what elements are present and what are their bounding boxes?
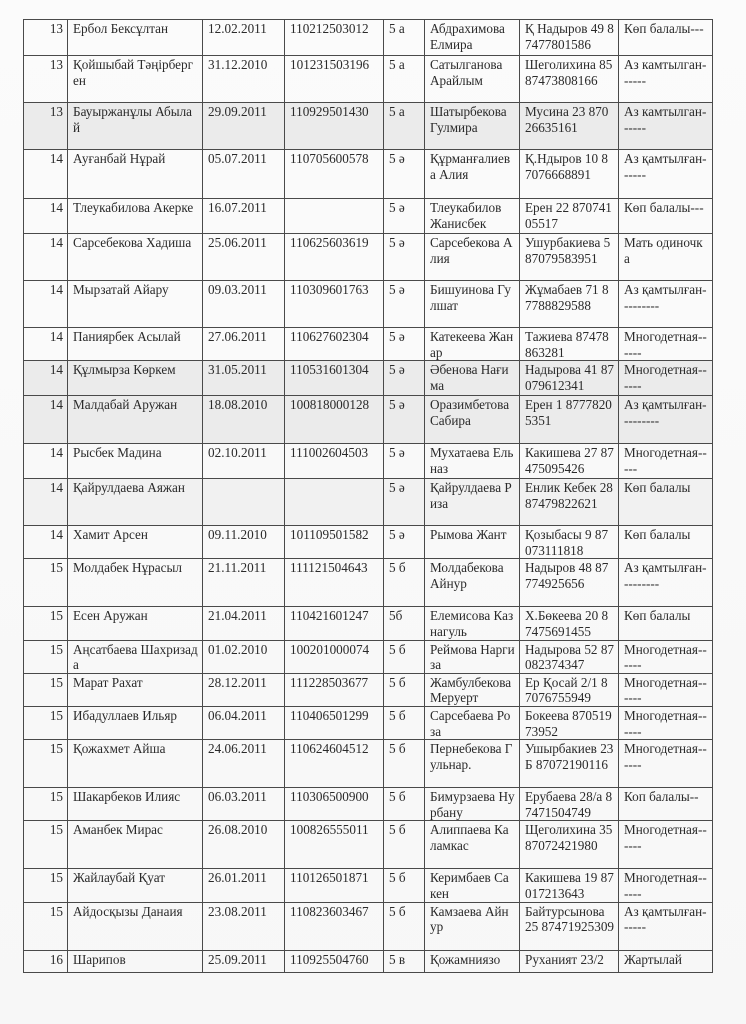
iin-cell [285, 199, 384, 234]
iin-cell: 110625603619 [285, 234, 384, 281]
parent-name-cell: Абдрахимова Елмира [425, 20, 520, 56]
iin-cell: 100818000128 [285, 396, 384, 444]
iin-cell: 101109501582 [285, 526, 384, 559]
iin-cell: 110406501299 [285, 706, 384, 739]
student-name-cell: Мырзатай Айару [68, 281, 203, 328]
student-name-cell: Аңсатбаева Шахризада [68, 640, 203, 673]
class-cell: 5 б [384, 740, 425, 788]
grade-number-cell: 14 [24, 444, 68, 479]
parent-name-cell: Реймова Наргиза [425, 640, 520, 673]
student-roster-table [23, 19, 713, 973]
table-row [24, 706, 713, 739]
family-status-cell: Многодетная------ [619, 328, 713, 361]
table-row [24, 396, 713, 444]
address-phone-cell: Х.Бөкеева 20 87475691455 [520, 607, 619, 640]
address-phone-cell: Какишева 19 87017213643 [520, 869, 619, 902]
parent-name-cell: Әбенова Нағима [425, 361, 520, 396]
family-status-cell: Аз қамтылған--------- [619, 559, 713, 607]
student-name-cell: Қожахмет Айша [68, 740, 203, 788]
address-phone-cell: Надырова 41 87079612341 [520, 361, 619, 396]
student-name-cell: Жайлаубай Қуат [68, 869, 203, 902]
grade-number-cell: 14 [24, 234, 68, 281]
parent-name-cell: Оразимбетова Сабира [425, 396, 520, 444]
iin-cell: 111002604503 [285, 444, 384, 479]
class-cell: 5 б [384, 821, 425, 869]
student-name-cell: Есен Аружан [68, 607, 203, 640]
table-row [24, 788, 713, 821]
address-phone-cell: Қ.Ндыров 10 87076668891 [520, 150, 619, 199]
parent-name-cell: Құрманғалиева Алия [425, 150, 520, 199]
iin-cell: 110705600578 [285, 150, 384, 199]
address-phone-cell: Енлик Кебек 28 87479822621 [520, 479, 619, 526]
birth-date-cell [203, 479, 285, 526]
iin-cell: 110929501430 [285, 103, 384, 150]
grade-number-cell: 15 [24, 559, 68, 607]
class-cell: 5 ә [384, 479, 425, 526]
student-name-cell: Ербол Бексұлтан [68, 20, 203, 56]
parent-name-cell: Мухатаева Ельназ [425, 444, 520, 479]
family-status-cell: Многодетная------ [619, 740, 713, 788]
family-status-cell: Многодетная------ [619, 640, 713, 673]
student-name-cell: Тлеукабилова Акерке [68, 199, 203, 234]
address-phone-cell: Ер Қосай 2/1 87076755949 [520, 673, 619, 706]
iin-cell: 110306500900 [285, 788, 384, 821]
grade-number-cell: 14 [24, 328, 68, 361]
family-status-cell: Көп балалы--- [619, 20, 713, 56]
iin-cell: 110925504760 [285, 950, 384, 972]
family-status-cell: Көп балалы [619, 526, 713, 559]
address-phone-cell: Жұмабаев 71 87788829588 [520, 281, 619, 328]
student-name-cell: Паниярбек Асылай [68, 328, 203, 361]
birth-date-cell: 16.07.2011 [203, 199, 285, 234]
iin-cell: 110627602304 [285, 328, 384, 361]
address-phone-cell: Надыров 48 87774925656 [520, 559, 619, 607]
family-status-cell: Көп балалы [619, 607, 713, 640]
parent-name-cell: Шатырбекова Гулмира [425, 103, 520, 150]
iin-cell: 110624604512 [285, 740, 384, 788]
class-cell: 5 ә [384, 396, 425, 444]
parent-name-cell: Рымова Жант [425, 526, 520, 559]
family-status-cell: Многодетная------ [619, 821, 713, 869]
class-cell: 5 б [384, 559, 425, 607]
parent-name-cell: Сарсебаева Роза [425, 706, 520, 739]
grade-number-cell: 15 [24, 869, 68, 902]
family-status-cell: Многодетная------ [619, 706, 713, 739]
family-status-cell: Аз қамтылған--------- [619, 281, 713, 328]
table-row [24, 902, 713, 950]
grade-number-cell: 13 [24, 56, 68, 103]
table-row [24, 526, 713, 559]
address-phone-cell: Қ Надыров 49 87477801586 [520, 20, 619, 56]
student-name-cell: Ауғанбай Нұрай [68, 150, 203, 199]
birth-date-cell: 09.03.2011 [203, 281, 285, 328]
class-cell: 5 б [384, 788, 425, 821]
iin-cell: 110212503012 [285, 20, 384, 56]
family-status-cell: Многодетная----- [619, 444, 713, 479]
address-phone-cell: Надырова 52 87082374347 [520, 640, 619, 673]
class-cell: 5 б [384, 706, 425, 739]
grade-number-cell: 15 [24, 607, 68, 640]
family-status-cell: Многодетная------ [619, 869, 713, 902]
parent-name-cell: Камзаева Айнур [425, 902, 520, 950]
birth-date-cell: 02.10.2011 [203, 444, 285, 479]
family-status-cell: Аз қамтылған------ [619, 902, 713, 950]
iin-cell: 110309601763 [285, 281, 384, 328]
grade-number-cell: 15 [24, 640, 68, 673]
class-cell: 5 ә [384, 526, 425, 559]
class-cell: 5 ә [384, 199, 425, 234]
address-phone-cell: Ерубаева 28/а 87471504749 [520, 788, 619, 821]
address-phone-cell: Руханият 23/2 [520, 950, 619, 972]
birth-date-cell: 28.12.2011 [203, 673, 285, 706]
birth-date-cell: 09.11.2010 [203, 526, 285, 559]
parent-name-cell: Катекеева Жанар [425, 328, 520, 361]
birth-date-cell: 18.08.2010 [203, 396, 285, 444]
student-name-cell: Ибадуллаев Ильяр [68, 706, 203, 739]
table-row [24, 479, 713, 526]
iin-cell: 100201000074 [285, 640, 384, 673]
family-status-cell: Көп балалы [619, 479, 713, 526]
parent-name-cell: Тлеукабилов Жанисбек [425, 199, 520, 234]
parent-name-cell: Жамбулбекова Меруерт [425, 673, 520, 706]
grade-number-cell: 15 [24, 788, 68, 821]
parent-name-cell: Сатылганова Арайлым [425, 56, 520, 103]
grade-number-cell: 15 [24, 821, 68, 869]
class-cell: 5 а [384, 103, 425, 150]
birth-date-cell: 01.02.2010 [203, 640, 285, 673]
student-name-cell: Марат Рахат [68, 673, 203, 706]
class-cell: 5 ә [384, 328, 425, 361]
student-name-cell: Аманбек Мирас [68, 821, 203, 869]
iin-cell: 100826555011 [285, 821, 384, 869]
parent-name-cell: Керимбаев Сакен [425, 869, 520, 902]
grade-number-cell: 14 [24, 479, 68, 526]
student-name-cell: Сарсебекова Хадиша [68, 234, 203, 281]
birth-date-cell: 06.04.2011 [203, 706, 285, 739]
address-phone-cell: Ерен 1 87778205351 [520, 396, 619, 444]
address-phone-cell: Байтурсынова 25 87471925309 [520, 902, 619, 950]
birth-date-cell: 25.06.2011 [203, 234, 285, 281]
family-status-cell: Многодетная------ [619, 673, 713, 706]
address-phone-cell: Ушурбакиева 5 87079583951 [520, 234, 619, 281]
address-phone-cell: Қозыбасы 9 87073111818 [520, 526, 619, 559]
parent-name-cell: Бимурзаева Нурбану [425, 788, 520, 821]
grade-number-cell: 16 [24, 950, 68, 972]
table-row [24, 950, 713, 972]
parent-name-cell: Молдабекова Айнур [425, 559, 520, 607]
table-row [24, 640, 713, 673]
iin-cell: 111121504643 [285, 559, 384, 607]
birth-date-cell: 31.05.2011 [203, 361, 285, 396]
class-cell: 5б [384, 607, 425, 640]
table-row [24, 740, 713, 788]
birth-date-cell: 24.06.2011 [203, 740, 285, 788]
address-phone-cell: Щеголихина 35 87072421980 [520, 821, 619, 869]
birth-date-cell: 21.11.2011 [203, 559, 285, 607]
address-phone-cell: Мусина 23 87026635161 [520, 103, 619, 150]
iin-cell: 110126501871 [285, 869, 384, 902]
table-row [24, 103, 713, 150]
grade-number-cell: 15 [24, 902, 68, 950]
table-row [24, 361, 713, 396]
iin-cell: 111228503677 [285, 673, 384, 706]
class-cell: 5 ә [384, 281, 425, 328]
family-status-cell: Мать одиночка [619, 234, 713, 281]
family-status-cell: Аз қамтылған--------- [619, 396, 713, 444]
parent-name-cell: Алиппаева Каламкас [425, 821, 520, 869]
birth-date-cell: 12.02.2011 [203, 20, 285, 56]
birth-date-cell: 29.09.2011 [203, 103, 285, 150]
student-name-cell: Малдабай Аружан [68, 396, 203, 444]
student-name-cell: Қойшыбай Тәңірберген [68, 56, 203, 103]
table-row [24, 281, 713, 328]
parent-name-cell: Елемисова Казнагуль [425, 607, 520, 640]
grade-number-cell: 15 [24, 673, 68, 706]
address-phone-cell: Ушырбакиев 23 Б 87072190116 [520, 740, 619, 788]
grade-number-cell: 13 [24, 20, 68, 56]
table-row [24, 559, 713, 607]
grade-number-cell: 15 [24, 740, 68, 788]
address-phone-cell: Шеголихина 85 87473808166 [520, 56, 619, 103]
student-name-cell: Құлмырза Көркем [68, 361, 203, 396]
class-cell: 5 а [384, 20, 425, 56]
student-name-cell: Айдосқызы Данаия [68, 902, 203, 950]
table-row [24, 821, 713, 869]
iin-cell: 110421601247 [285, 607, 384, 640]
family-status-cell: Многодетная------ [619, 361, 713, 396]
birth-date-cell: 31.12.2010 [203, 56, 285, 103]
family-status-cell: Аз камтылган------ [619, 56, 713, 103]
roster-body [24, 20, 713, 973]
class-cell: 5 б [384, 902, 425, 950]
grade-number-cell: 14 [24, 396, 68, 444]
birth-date-cell: 21.04.2011 [203, 607, 285, 640]
birth-date-cell: 26.01.2011 [203, 869, 285, 902]
birth-date-cell: 27.06.2011 [203, 328, 285, 361]
parent-name-cell: Пернебекова Гульнар. [425, 740, 520, 788]
grade-number-cell: 14 [24, 199, 68, 234]
birth-date-cell: 26.08.2010 [203, 821, 285, 869]
student-name-cell: Рысбек Мадина [68, 444, 203, 479]
family-status-cell: Коп балалы-- [619, 788, 713, 821]
iin-cell [285, 479, 384, 526]
parent-name-cell: Бишуинова Гулшат [425, 281, 520, 328]
class-cell: 5 ә [384, 234, 425, 281]
student-name-cell: Қайрулдаева Аяжан [68, 479, 203, 526]
address-phone-cell: Бокеева 87051973952 [520, 706, 619, 739]
class-cell: 5 ә [384, 150, 425, 199]
parent-name-cell: Сарсебекова Алия [425, 234, 520, 281]
class-cell: 5 а [384, 56, 425, 103]
birth-date-cell: 05.07.2011 [203, 150, 285, 199]
address-phone-cell: Какишева 27 87475095426 [520, 444, 619, 479]
class-cell: 5 ә [384, 444, 425, 479]
grade-number-cell: 14 [24, 526, 68, 559]
class-cell: 5 б [384, 673, 425, 706]
parent-name-cell: Қожамниязо [425, 950, 520, 972]
table-row [24, 20, 713, 56]
address-phone-cell: Ерен 22 87074105517 [520, 199, 619, 234]
grade-number-cell: 14 [24, 281, 68, 328]
table-row [24, 150, 713, 199]
student-name-cell: Шарипов [68, 950, 203, 972]
table-row [24, 56, 713, 103]
birth-date-cell: 25.09.2011 [203, 950, 285, 972]
birth-date-cell: 06.03.2011 [203, 788, 285, 821]
family-status-cell: Аз камтылган------ [619, 103, 713, 150]
iin-cell: 101231503196 [285, 56, 384, 103]
table-row [24, 199, 713, 234]
grade-number-cell: 13 [24, 103, 68, 150]
student-name-cell: Бауыржанұлы Абылай [68, 103, 203, 150]
iin-cell: 110823603467 [285, 902, 384, 950]
table-row [24, 328, 713, 361]
grade-number-cell: 15 [24, 706, 68, 739]
grade-number-cell: 14 [24, 150, 68, 199]
family-status-cell: Көп балалы--- [619, 199, 713, 234]
table-row [24, 607, 713, 640]
grade-number-cell: 14 [24, 361, 68, 396]
table-row [24, 444, 713, 479]
student-name-cell: Шакарбеков Илияс [68, 788, 203, 821]
student-name-cell: Молдабек Нұрасыл [68, 559, 203, 607]
table-row [24, 673, 713, 706]
family-status-cell: Аз қамтылған------ [619, 150, 713, 199]
class-cell: 5 б [384, 869, 425, 902]
address-phone-cell: Тажиева 87478863281 [520, 328, 619, 361]
class-cell: 5 ә [384, 361, 425, 396]
table-row [24, 869, 713, 902]
birth-date-cell: 23.08.2011 [203, 902, 285, 950]
class-cell: 5 в [384, 950, 425, 972]
family-status-cell: Жартылай [619, 950, 713, 972]
table-row [24, 234, 713, 281]
class-cell: 5 б [384, 640, 425, 673]
parent-name-cell: Қайрулдаева Риза [425, 479, 520, 526]
student-name-cell: Хамит Арсен [68, 526, 203, 559]
iin-cell: 110531601304 [285, 361, 384, 396]
